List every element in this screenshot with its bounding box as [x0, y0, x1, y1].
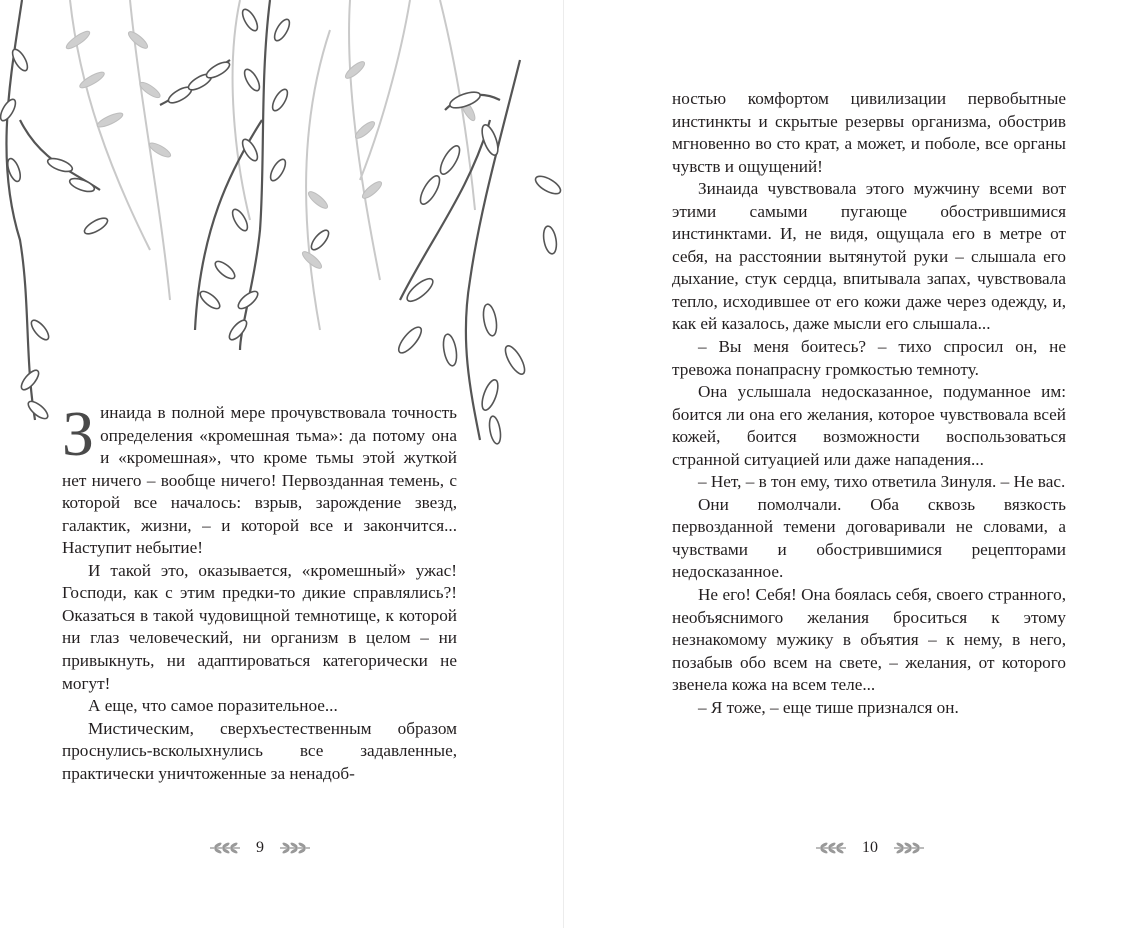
paragraph: – Вы меня боитесь? – тихо спросил он, не тревожа понапрасну громкостью темноту.: [672, 337, 1066, 379]
left-page-text: [62, 398, 457, 785]
paragraph: Они помолчали. Оба сквозь вязкость первозданной темени договаривали не словами, а чувствами и обострившимися рецепторами недосказанное.: [672, 494, 1066, 582]
page-footer: [770, 836, 970, 860]
sprig-left-icon: [208, 841, 242, 855]
paragraph: [62, 398, 457, 560]
right-page-text: [672, 88, 1066, 719]
sprig-right-icon: [892, 841, 926, 855]
drop-cap: З: [62, 398, 95, 469]
foliage-illustration: [0, 0, 563, 469]
paragraph: А еще, что самое поразительное...: [88, 696, 338, 716]
paragraph: И такой это, оказывается, «кромешный» ужас! Господи, как с этим предки-то дикие справлялись?! Оказаться в такой чудовищной темнотище, к которой ни глаз человеческий, ни организм в целом – ни привыкнуть, ни адаптироваться категорически не могут!: [62, 560, 457, 693]
page-number: 10: [862, 839, 878, 856]
page-number: 9: [256, 839, 264, 856]
paragraph: – Нет, – в тон ему, тихо ответила Зинуля. – Не вас.: [698, 472, 1066, 492]
paragraph: Она услышала недосказанное, подуманное им: боится ли она его желания, которое чувствовала всей кожей, боится возможности воспользоваться странной ситуацией или даже нападения...: [672, 382, 1066, 469]
page-footer: [160, 836, 360, 860]
paragraph: – Я тоже, – еще тише признался он.: [698, 697, 959, 717]
sprig-left-icon: [814, 841, 848, 855]
paragraph: Не его! Себя! Она боялась себя, своего странного, необъяснимого желания броситься к этому незнакомому мужику в объятия – к нему, в него, позабыв обо всем на свете, – желания, от которого звенела кожа на всем теле...: [672, 585, 1066, 695]
paragraph: Зинаида чувствовала этого мужчину всеми вот этими самыми пугающе обострившимися инстинктами. И, не видя, ощущала его в метре от себя, на расстоянии вытянутой руки – слышала его дыхание, стук сердца, впитывала запах, чувствовала тепло, исходившее от его кожи даже через одежду, и, как ей казалось, даже мысли его слышала...: [672, 179, 1066, 334]
sprig-right-icon: [278, 841, 312, 855]
paragraph-text: инаида в полной мере прочувствовала точность определения «кромешная тьма»: да потому она и «кромешная», что кроме тьмы этой жуткой нет ничего – вообще ничего! Первозданная темень, с которой все началось: взрыв, зарождение звезд, галактик, жизни, – и которой все и закончится... Наступит небытие!: [62, 403, 457, 558]
right-page: [564, 0, 1126, 928]
paragraph: Мистическим, сверхъестественным образом проснулись-всколыхнулись все задавленные, практически уничтоженные за ненадоб-: [62, 718, 457, 783]
paragraph: ностью комфортом цивилизации первобытные инстинкты и скрытые резервы организма, обострив мгновенно во сто крат, а может, и поболе, все органы чувств и ощущений!: [672, 89, 1066, 176]
